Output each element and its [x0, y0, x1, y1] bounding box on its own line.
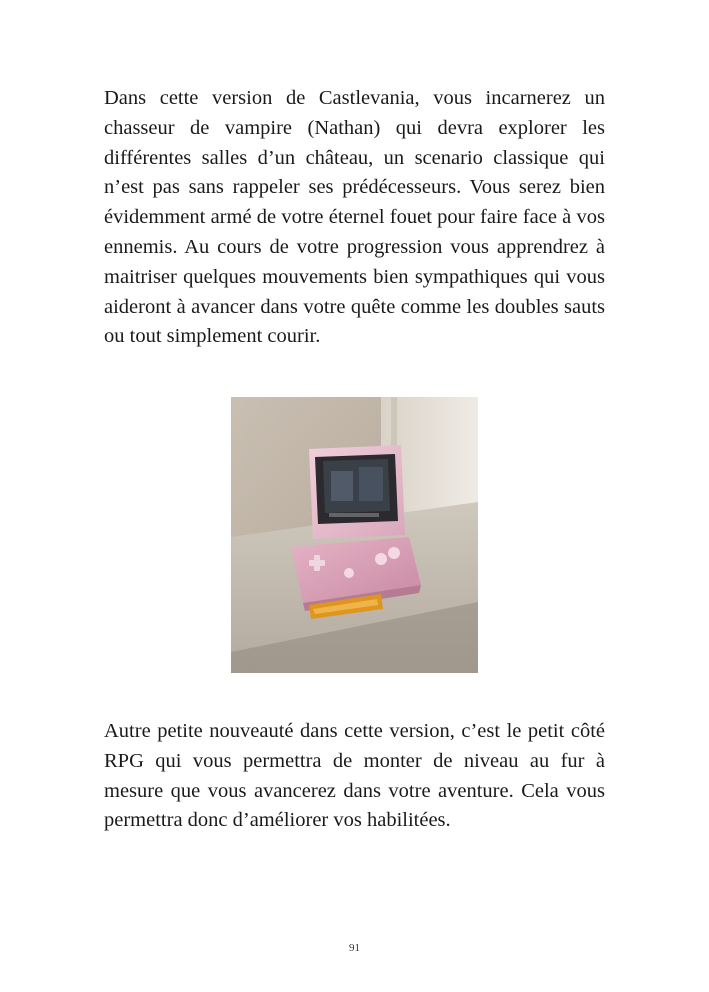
page-number: 91	[349, 942, 360, 954]
paragraph-rpg: Autre petite nouveauté dans cette version, c’est le petit côté RPG qui vous permettra de monter de niveau au fur à mesure que vous avancerez dans votre aventure. Cela vous permettra donc d’améliorer vos habilitées.	[104, 720, 605, 832]
paragraph-intro: Dans cette version de Castlevania, vous incarnerez un chasseur de vampire (Nathan) qui devra explorer les différentes salles d’un château, un scenario classique qui n’est pas sans rappeler ses prédécesseurs. Vous serez bien évidemment armé de votre éternel fouet pour faire face à vos ennemis. Au cours de votre progression vous apprendrez à maitriser quelques mouvements bien sympathiques qui vous aideront à avancer dans votre quête comme les doubles sauts ou tout simplement courir.	[104, 87, 605, 348]
game-console-photo	[231, 397, 478, 673]
